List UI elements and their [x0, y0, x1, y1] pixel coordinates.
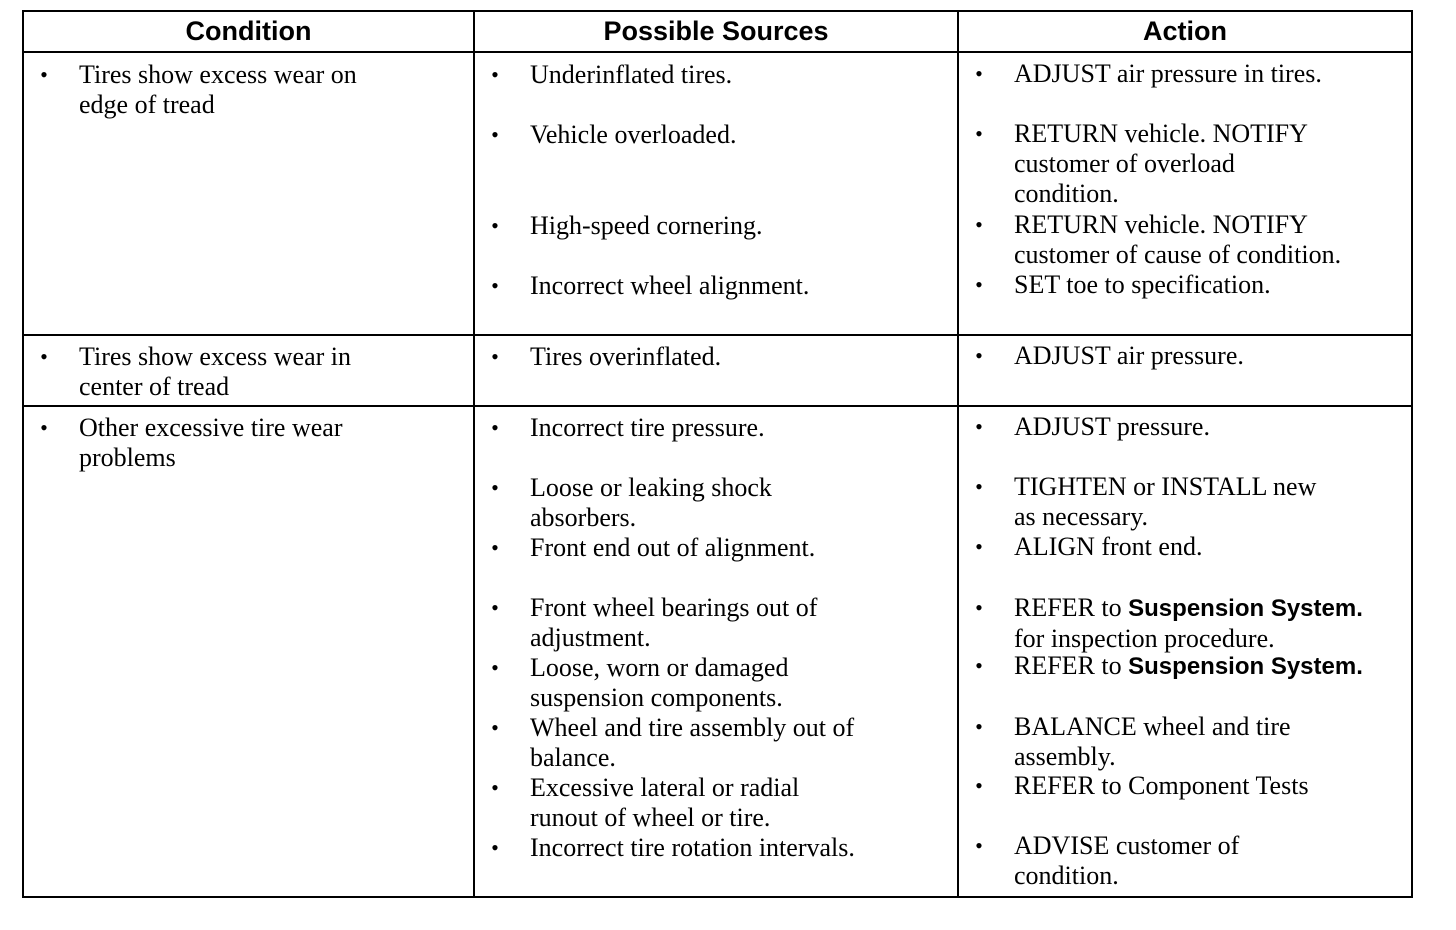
condition-cell [24, 407, 475, 896]
table-header-row [24, 12, 1411, 53]
source-line: Loose or leaking shock [530, 473, 772, 502]
bullet-icon: • [491, 344, 499, 369]
bullet-icon: • [491, 213, 499, 238]
bullet-icon: • [491, 775, 499, 800]
condition-cell [24, 336, 475, 405]
action-line: SET toe to specification. [1014, 270, 1271, 299]
bullet-icon: • [491, 415, 499, 440]
source-line: absorbers. [530, 503, 637, 532]
sources-cell [475, 53, 959, 334]
table-row [24, 53, 1411, 336]
action-line: as necessary. [1014, 502, 1149, 531]
source-line: balance. [530, 743, 616, 772]
bullet-icon: • [491, 535, 499, 560]
source-line: Underinflated tires. [530, 60, 733, 89]
condition-line: Tires show excess wear on [79, 60, 357, 89]
bullet-icon: • [491, 122, 499, 147]
bullet-icon: • [40, 344, 48, 369]
bullet-icon: • [491, 595, 499, 620]
action-line: RETURN vehicle. NOTIFY [1014, 119, 1308, 148]
bullet-icon: • [491, 62, 499, 87]
source-line: Incorrect wheel alignment. [530, 271, 810, 300]
action-line: ADJUST air pressure. [1014, 341, 1244, 370]
source-line: Vehicle overloaded. [530, 120, 737, 149]
bullet-icon: • [975, 61, 983, 86]
action-line: ALIGN front end. [1014, 532, 1203, 561]
bullet-icon: • [491, 715, 499, 740]
action-reference-bold: Suspension System. [1128, 653, 1363, 680]
action-line: condition. [1014, 861, 1119, 890]
bullet-icon: • [975, 212, 983, 237]
header-action: Action [1143, 16, 1227, 46]
bullet-icon: • [975, 534, 983, 559]
bullet-icon: • [40, 415, 48, 440]
source-line: Tires overinflated. [530, 342, 722, 371]
bullet-icon: • [975, 595, 983, 620]
source-line: High-speed cornering. [530, 211, 763, 240]
bullet-icon: • [40, 62, 48, 87]
bullet-icon: • [491, 475, 499, 500]
action-line: for inspection procedure. [1014, 624, 1275, 653]
action-line: customer of cause of condition. [1014, 240, 1342, 269]
bullet-icon: • [975, 773, 983, 798]
bullet-icon: • [491, 835, 499, 860]
source-line: adjustment. [530, 623, 651, 652]
source-line: suspension components. [530, 683, 783, 712]
action-prefix: REFER to [1014, 651, 1129, 680]
bullet-icon: • [491, 655, 499, 680]
action-line: ADVISE customer of [1014, 831, 1240, 860]
condition-line: edge of tread [79, 90, 215, 119]
condition-line: center of tread [79, 372, 230, 401]
action-cell [959, 53, 1411, 334]
condition-line: problems [79, 443, 176, 472]
bullet-icon: • [975, 272, 983, 297]
action-line: RETURN vehicle. NOTIFY [1014, 210, 1308, 239]
action-line [1014, 593, 1409, 624]
action-line: condition. [1014, 179, 1119, 208]
bullet-icon: • [975, 833, 983, 858]
bullet-icon: • [975, 121, 983, 146]
bullet-icon: • [975, 653, 983, 678]
action-line: TIGHTEN or INSTALL new [1014, 472, 1317, 501]
bullet-icon: • [975, 714, 983, 739]
source-line: Loose, worn or damaged [530, 653, 789, 682]
diagnosis-table [22, 10, 1413, 898]
table-row [24, 407, 1411, 896]
source-line: Wheel and tire assembly out of [530, 713, 855, 742]
condition-cell [24, 53, 475, 334]
source-line: Incorrect tire rotation intervals. [530, 833, 855, 862]
action-reference-bold: Suspension System. [1128, 595, 1363, 622]
action-line: REFER to Component Tests [1014, 771, 1309, 800]
condition-line: Tires show excess wear in [79, 342, 351, 371]
action-line [1014, 651, 1409, 682]
condition-line: Other excessive tire wear [79, 413, 343, 442]
bullet-icon: • [975, 474, 983, 499]
action-line: assembly. [1014, 742, 1116, 771]
bullet-icon: • [975, 414, 983, 439]
header-possible-sources: Possible Sources [475, 12, 959, 51]
table-row [24, 336, 1411, 407]
sources-cell [475, 336, 959, 405]
action-cell [959, 407, 1411, 896]
source-line: Front end out of alignment. [530, 533, 816, 562]
action-prefix: REFER to [1014, 593, 1129, 622]
action-line: customer of overload [1014, 149, 1235, 178]
source-line: Incorrect tire pressure. [530, 413, 765, 442]
source-line: runout of wheel or tire. [530, 803, 771, 832]
action-line: BALANCE wheel and tire [1014, 712, 1291, 741]
action-cell [959, 336, 1411, 405]
sources-cell [475, 407, 959, 896]
bullet-icon: • [975, 343, 983, 368]
header-condition: Condition [24, 12, 475, 51]
source-line: Excessive lateral or radial [530, 773, 800, 802]
action-line: ADJUST pressure. [1014, 412, 1210, 441]
bullet-icon: • [491, 273, 499, 298]
action-line: ADJUST air pressure in tires. [1014, 59, 1322, 88]
source-line: Front wheel bearings out of [530, 593, 818, 622]
